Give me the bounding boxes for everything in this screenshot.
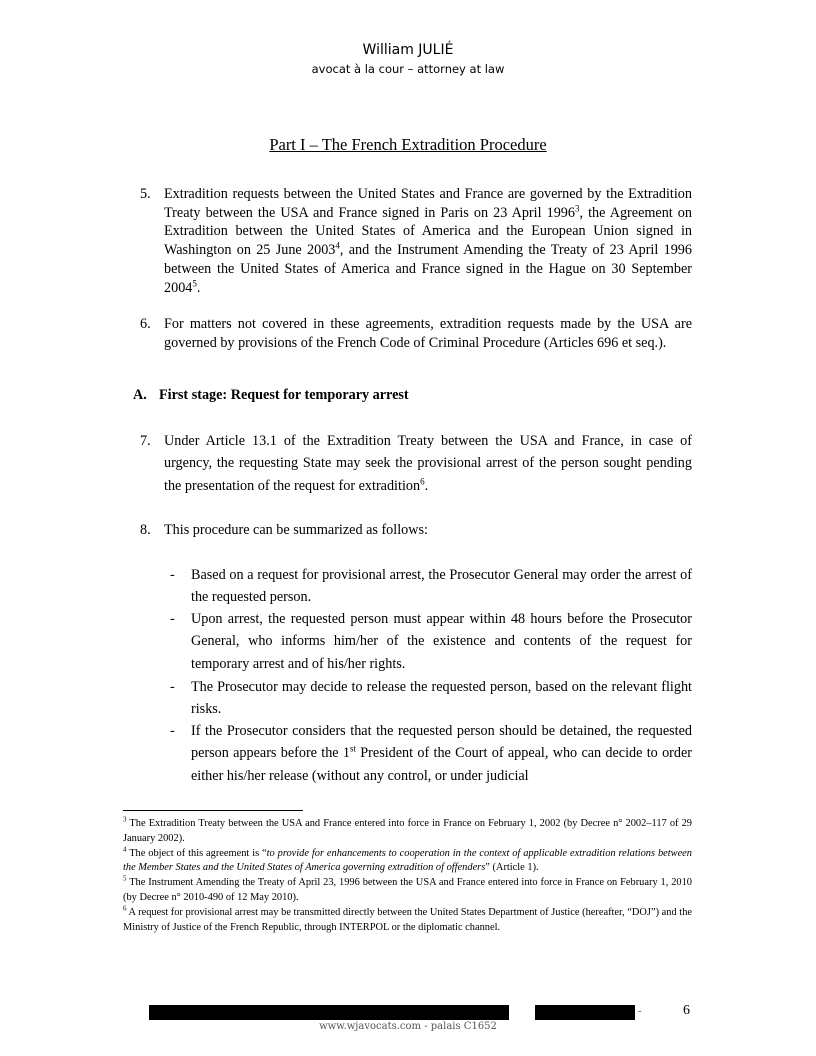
footnote-mark: 5 <box>123 874 127 883</box>
letterhead <box>0 40 816 78</box>
subsection-title: First stage: Request for temporary arrest <box>159 387 409 403</box>
footnote-text: The Extradition Treaty between the USA and France entered into force in France on February 1, 2002 (by Decree n° 2002–117 of 29 January 2002). <box>123 818 692 844</box>
redaction-bar <box>535 1005 635 1020</box>
paragraph-5 <box>140 185 692 297</box>
footnote-5 <box>123 876 692 906</box>
footnotes <box>123 817 692 935</box>
paragraph-text: , the Agreement on Extradition between the United States of America and the European Union signed in Washington on 25 June 2003 <box>164 204 692 259</box>
list-item <box>170 676 692 721</box>
footnote-6 <box>123 906 692 936</box>
redaction-bar <box>149 1005 509 1020</box>
paragraph-number: 5. <box>140 186 151 202</box>
paragraph-text: For matters not covered in these agreements, extradition requests made by the USA are governed by provisions of the French Code of Criminal Procedure (Articles 696 et seq.). <box>164 316 692 351</box>
paragraph-text: . <box>196 279 201 296</box>
bullet-dash: - <box>170 567 175 583</box>
paragraph-8 <box>140 519 692 541</box>
list-item <box>170 608 692 675</box>
footnote-ref-4[interactable]: 4 <box>335 240 340 251</box>
footnote-3 <box>123 817 692 847</box>
author-name: William JULIÉ <box>362 42 454 58</box>
footnote-quote: to provide for enhancements to cooperation in the context of applicable extradition relations between the Member States and the United States of America governing extradition of offenders <box>123 847 692 874</box>
paragraph-6 <box>140 315 692 352</box>
footnote-text: A request for provisional arrest may be transmitted directly between the United States Department of Justice (hereafter, “DOJ”) and the Ministry of Justice of the French Republic, through INTERPOL or the diplomatic channel. <box>123 906 692 933</box>
subsection-heading <box>133 386 409 404</box>
paragraph-7 <box>140 430 692 497</box>
paragraph-text: This procedure can be summarized as follows: <box>164 522 428 538</box>
list-item-text: Based on a request for provisional arrest, the Prosecutor General may order the arrest of the requested person. <box>191 567 692 606</box>
list-item-text: Upon arrest, the requested person must appear within 48 hours before the Prosecutor General, who informs him/her of the existence and contents of the request for temporary arrest and of his/her rights. <box>191 611 692 672</box>
footer-website[interactable]: www.wjavocats.com - palais C1652 <box>319 1021 497 1032</box>
footnote-ref-3[interactable]: 3 <box>574 202 580 213</box>
paragraph-number: 7. <box>140 433 151 449</box>
bullet-dash: - <box>170 723 175 739</box>
paragraph-number: 6. <box>140 316 151 332</box>
section-title: Part I – The French Extradition Procedure <box>269 135 547 154</box>
footnote-text: The Instrument Amending the Treaty of April 23, 1996 between the USA and France entered into force in France on February 1, 2010 (by Decree n° 2010-490 of 12 May 2010). <box>123 877 692 903</box>
bullet-dash: - <box>170 679 175 695</box>
footnote-4 <box>123 847 692 877</box>
footnote-ref-5[interactable]: 5 <box>192 277 197 288</box>
paragraph-text: , and the Instrument Amending the Treaty of 23 April 1996 between the United States of America and France signed in the Hague on 30 September 2004 <box>164 242 692 296</box>
footnote-mark: 3 <box>123 815 127 824</box>
ordinal-suffix: st <box>349 743 356 754</box>
paragraph-text: Extradition requests between the United States and France are governed by the Extradition Treaty between the USA and France signed in Paris on 23 April 1996 <box>164 186 692 221</box>
paragraph-text: Under Article 13.1 of the Extradition Treaty between the USA and France, in case of urgency, the requesting State may seek the provisional arrest of the person sought pending the presentation of the request for extradition <box>164 433 692 494</box>
footnote-mark: 6 <box>123 904 127 913</box>
bullet-dash: - <box>170 611 175 627</box>
paragraph-text: . <box>424 477 429 494</box>
author-title: avocat à la cour – attorney at law <box>311 62 505 76</box>
footnote-separator <box>123 810 303 811</box>
list-item-text: If the Prosecutor considers that the requested person should be detained, the requested person appears before the 1 <box>191 723 692 762</box>
footnote-text: The object of this agreement is “ <box>126 847 267 859</box>
paragraph-number: 8. <box>140 522 151 538</box>
footnote-ref-6[interactable]: 6 <box>420 476 425 487</box>
footnote-text: ” (Article 1). <box>485 862 539 874</box>
list-item <box>170 564 692 609</box>
footnote-mark: 4 <box>123 845 127 854</box>
list-item-text: The Prosecutor may decide to release the requested person, based on the relevant flight risks. <box>191 679 692 718</box>
subsection-letter: A. <box>133 387 147 403</box>
list-item <box>170 720 692 787</box>
list-item-text: President of the Court of appeal, who can decide to order either his/her release (without any control, or under judicial <box>191 745 692 784</box>
page-number: 6 <box>683 1003 690 1018</box>
footer-dash: - <box>638 1005 642 1017</box>
